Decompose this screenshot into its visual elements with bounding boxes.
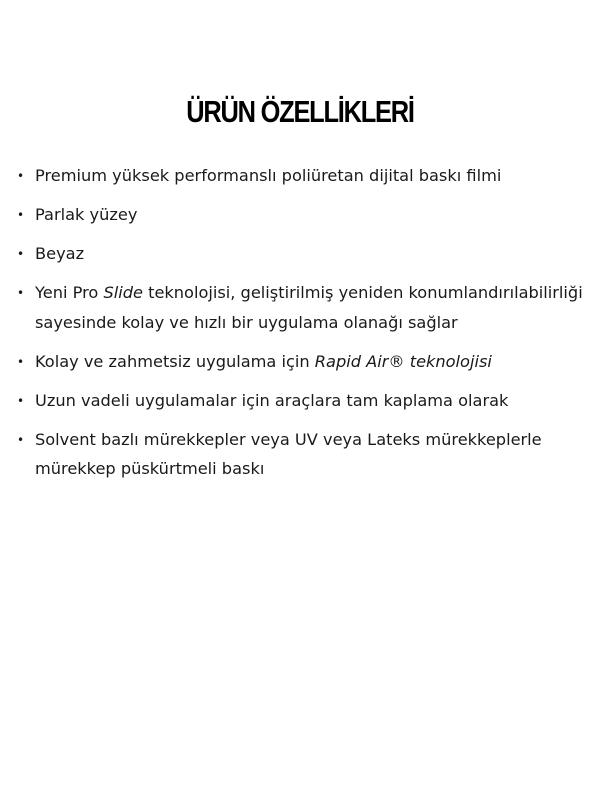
feature-text	[35, 283, 583, 332]
feature-text-segment: Uzun vadeli uygulamalar için araçlara tam kaplama olarak	[35, 390, 509, 410]
feature-text	[35, 391, 508, 410]
feature-item	[14, 161, 594, 191]
feature-text	[35, 244, 84, 263]
feature-item	[14, 278, 594, 337]
feature-text-segment: Solvent bazlı mürekkepler veya UV veya Lateks mürekkeplerle mürekkep püskürtmeli baskı	[35, 429, 542, 478]
feature-text-segment: Parlak yüzey	[35, 205, 138, 224]
feature-text	[35, 430, 542, 479]
features-list	[14, 161, 594, 493]
bullet-icon: •	[17, 169, 25, 183]
bullet-icon: •	[17, 286, 25, 300]
feature-text	[35, 205, 137, 224]
feature-text	[35, 352, 492, 371]
feature-text-segment: Kolay ve zahmetsiz uygulama için	[35, 351, 315, 371]
feature-item	[14, 386, 594, 416]
bullet-icon: •	[17, 247, 25, 261]
feature-text-segment: Beyaz	[35, 244, 85, 263]
feature-text-segment: Yeni Pro	[35, 283, 104, 302]
feature-text	[35, 166, 501, 185]
feature-text-segment: Premium yüksek performanslı poliüretan dijital baskı filmi	[35, 166, 502, 185]
bullet-icon: •	[17, 432, 25, 447]
feature-item	[14, 200, 594, 230]
feature-item	[14, 239, 594, 269]
bullet-icon: •	[17, 354, 25, 369]
page-title: ÜRÜN ÖZELLİKLERİ	[186, 94, 414, 129]
feature-item	[14, 347, 594, 377]
bullet-icon: •	[17, 208, 25, 222]
feature-item	[14, 425, 594, 484]
feature-text-segment: teknolojisi, geliştirilmiş yeniden konumlandırılabilirliği sayesinde kolay ve hızlı bir uygulama olanağı sağlar	[35, 283, 583, 332]
feature-text-italic: Rapid Air® teknolojisi	[314, 351, 492, 371]
bullet-icon: •	[17, 393, 25, 408]
feature-text-italic: Slide	[103, 283, 143, 302]
